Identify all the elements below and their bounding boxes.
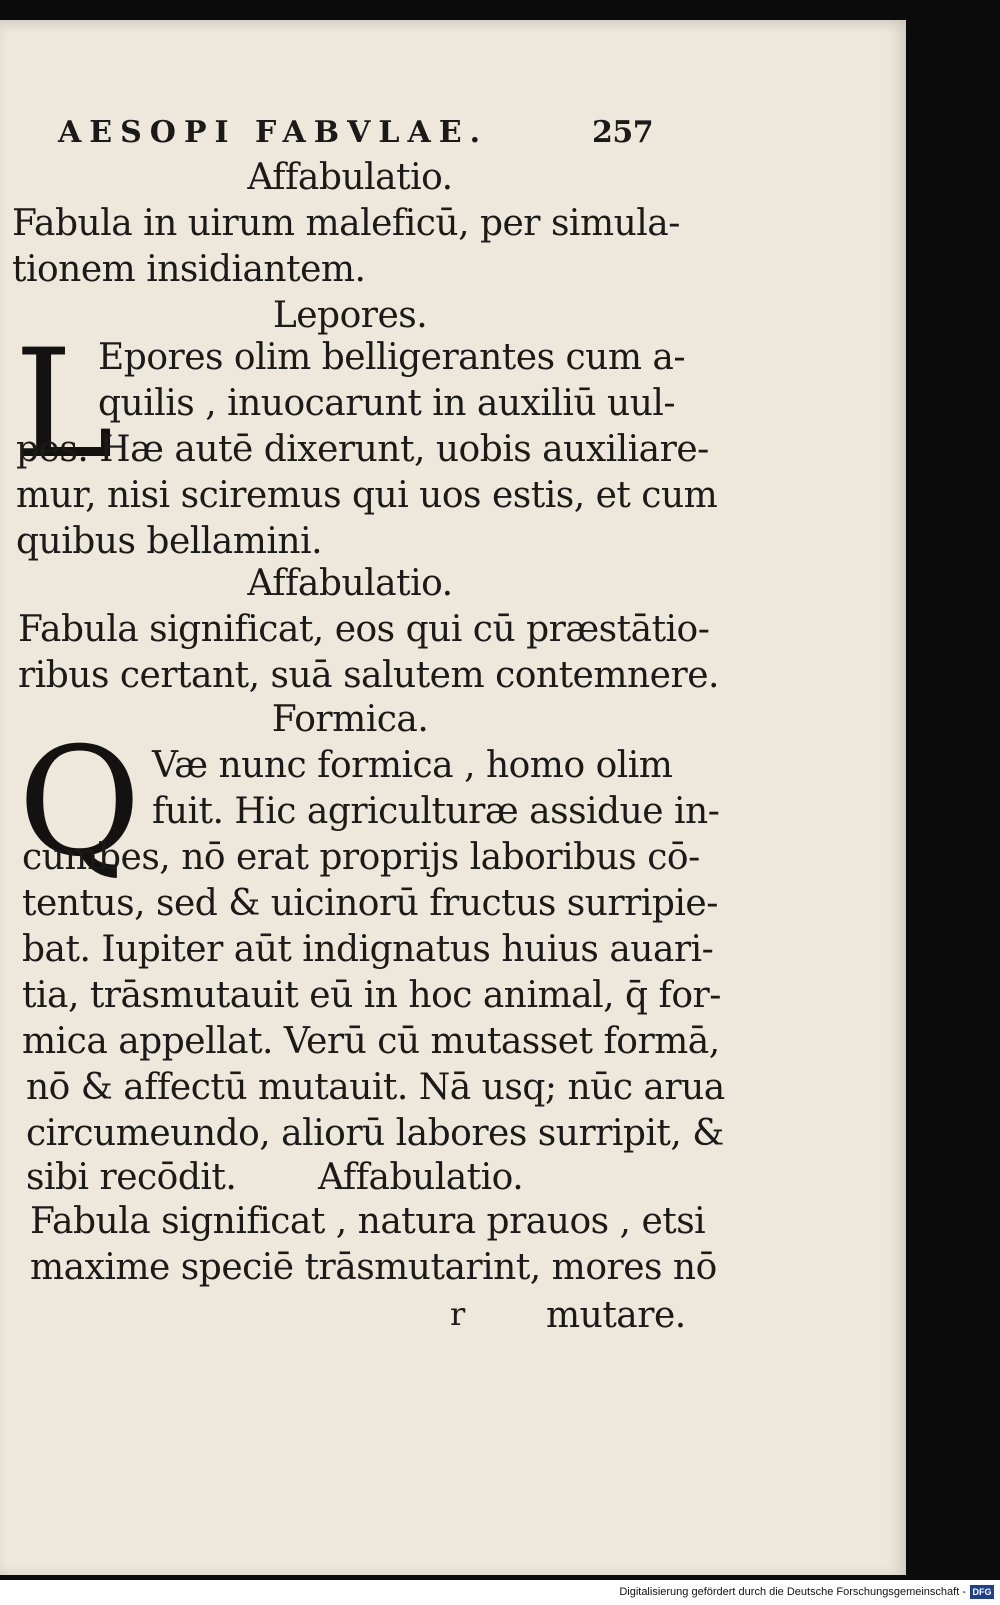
text-line: Væ nunc formica , homo olim (152, 745, 673, 786)
text-line: Fabula significat, eos qui cū præstātio- (18, 609, 710, 650)
text-line: quibus bellamini. (16, 521, 323, 562)
footer-credit: Digitalisierung gefördert durch die Deutsche Forschungsgemeinschaft - (619, 1586, 966, 1598)
section-heading: Affabulatio. (247, 157, 453, 198)
section-heading: Lepores. (272, 295, 428, 336)
page-number: 257 (592, 115, 654, 150)
text-line: nō & affectū mutauit. Nā usq; nūc arua (26, 1067, 725, 1108)
text-line: pes. Hæ autē dixerunt, uobis auxiliare- (16, 429, 709, 470)
section-heading: Affabulatio. (247, 563, 453, 604)
dfg-logo: DFG (970, 1585, 994, 1599)
signature-mark: r (450, 1295, 465, 1333)
drop-capital: L (14, 318, 114, 492)
text-line: maxime speciē trāsmutarint, mores nō (30, 1247, 717, 1288)
catchword: mutare. (546, 1295, 686, 1336)
text-line: circumeundo, aliorū labores surripit, & (26, 1113, 724, 1154)
text-line: tia, trāsmutauit eū in hoc animal, q̄ for- (22, 975, 721, 1016)
text-line: fuit. Hic agriculturæ assidue in- (152, 791, 720, 832)
text-line: tentus, sed & uicinorū fructus surripie- (22, 883, 718, 924)
text-line: cumbes, nō erat proprijs laboribus cō- (22, 837, 700, 878)
running-head: AESOPI FABVLAE. (58, 115, 489, 150)
text-line: ribus certant, suā salutem contemnere. (18, 655, 719, 696)
text-line: bat. Iupiter aūt indignatus huius auari- (22, 929, 714, 970)
drop-capital: Q (18, 716, 141, 890)
text-line: mur, nisi sciremus qui uos estis, et cum (16, 475, 718, 516)
text-line: tionem insidiantem. (12, 249, 366, 290)
text-line: quilis , inuocarunt in auxiliū uul- (98, 383, 676, 424)
text-line: Fabula significat , natura prauos , etsi (30, 1201, 706, 1242)
text-line: Fabula in uirum maleficū, per simula- (12, 203, 680, 244)
text-line: mica appellat. Verū cū mutasset formā, (22, 1021, 720, 1062)
section-heading: Formica. (271, 699, 429, 740)
text-line: sibi recōdit. (26, 1157, 237, 1198)
section-heading: Affabulatio. (318, 1157, 524, 1198)
text-line: Epores olim belligerantes cum a- (98, 337, 686, 378)
